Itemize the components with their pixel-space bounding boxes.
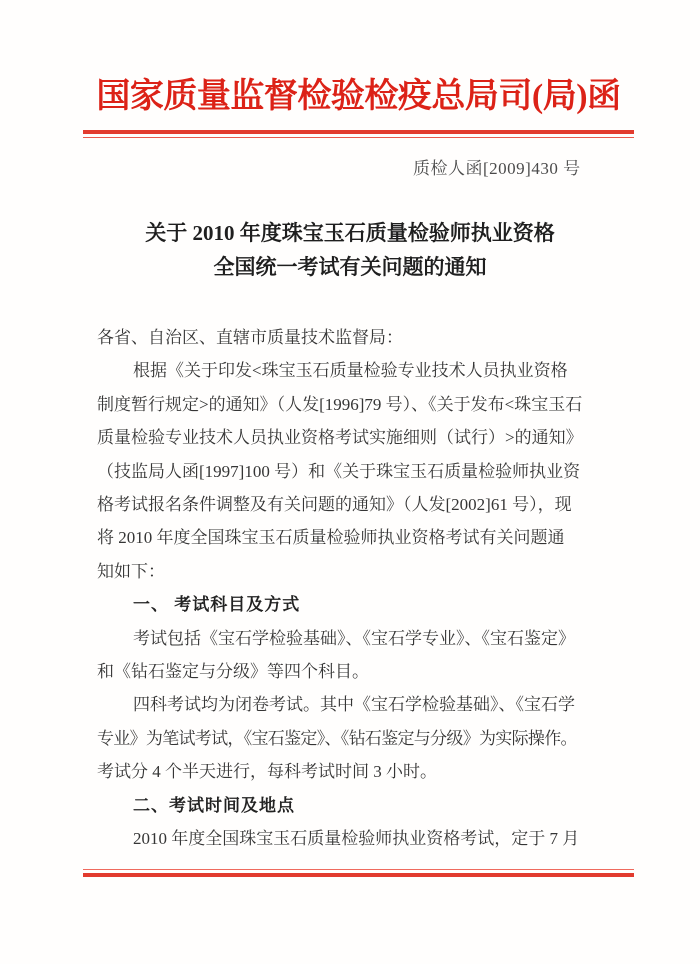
body-line: 和《钻石鉴定与分级》等四个科目。	[97, 662, 369, 682]
body-line: 2010 年度全国珠宝玉石质量检验师执业资格考试，定于 7 月	[133, 829, 580, 849]
letterhead-title: 国家质量监督检验检疫总局司(局)函	[96, 78, 621, 115]
document-body	[97, 321, 617, 856]
footer-rule-thick	[83, 873, 634, 877]
body-line: 格考试报名条件调整及有关问题的通知》（人发[2002]61 号），现	[97, 495, 572, 515]
document-title-line2: 全国统一考试有关问题的通知	[213, 255, 487, 279]
document-title	[0, 216, 700, 284]
salutation-line: 各省、自治区、直辖市质量技术监督局：	[97, 328, 403, 347]
body-line: 将 2010 年度全国珠宝玉石质量检验师执业资格考试有关问题通	[97, 528, 565, 548]
section-heading-2: 二、考试时间及地点	[133, 795, 295, 815]
section-heading-1: 一、 考试科目及方式	[133, 595, 301, 615]
document-title-line1: 关于 2010 年度珠宝玉石质量检验师执业资格	[145, 221, 555, 245]
body-line: 制度暂行规定>的通知》（人发[1996]79 号）、《关于发布<珠宝玉石	[97, 394, 583, 414]
body-line: 知如下：	[97, 561, 165, 581]
body-line: （技监局人函[1997]100 号）和《关于珠宝玉石质量检验师执业资	[97, 461, 581, 481]
body-line: 考试包括《宝石学检验基础》、《宝石学专业》、《宝石鉴定》	[133, 628, 575, 648]
body-line: 四科考试均为闭卷考试。其中《宝石学检验基础》、《宝石学	[133, 695, 575, 715]
document-number: 质检人函[2009]430 号	[413, 159, 581, 178]
footer-rule-thin	[83, 869, 634, 870]
body-line: 根据《关于印发<珠宝玉石质量检验专业技术人员执业资格	[133, 361, 568, 381]
body-line: 专业》为笔试考试，《宝石鉴定》、《钻石鉴定与分级》为实际操作。	[97, 728, 577, 748]
letterhead-rule-thin	[83, 137, 634, 138]
body-line: 考试分 4 个半天进行，每科考试时间 3 小时。	[97, 762, 437, 782]
letterhead-rule-thick	[83, 130, 634, 134]
body-line: 质量检验专业技术人员执业资格考试实施细则（试行）>的通知》	[97, 428, 583, 448]
